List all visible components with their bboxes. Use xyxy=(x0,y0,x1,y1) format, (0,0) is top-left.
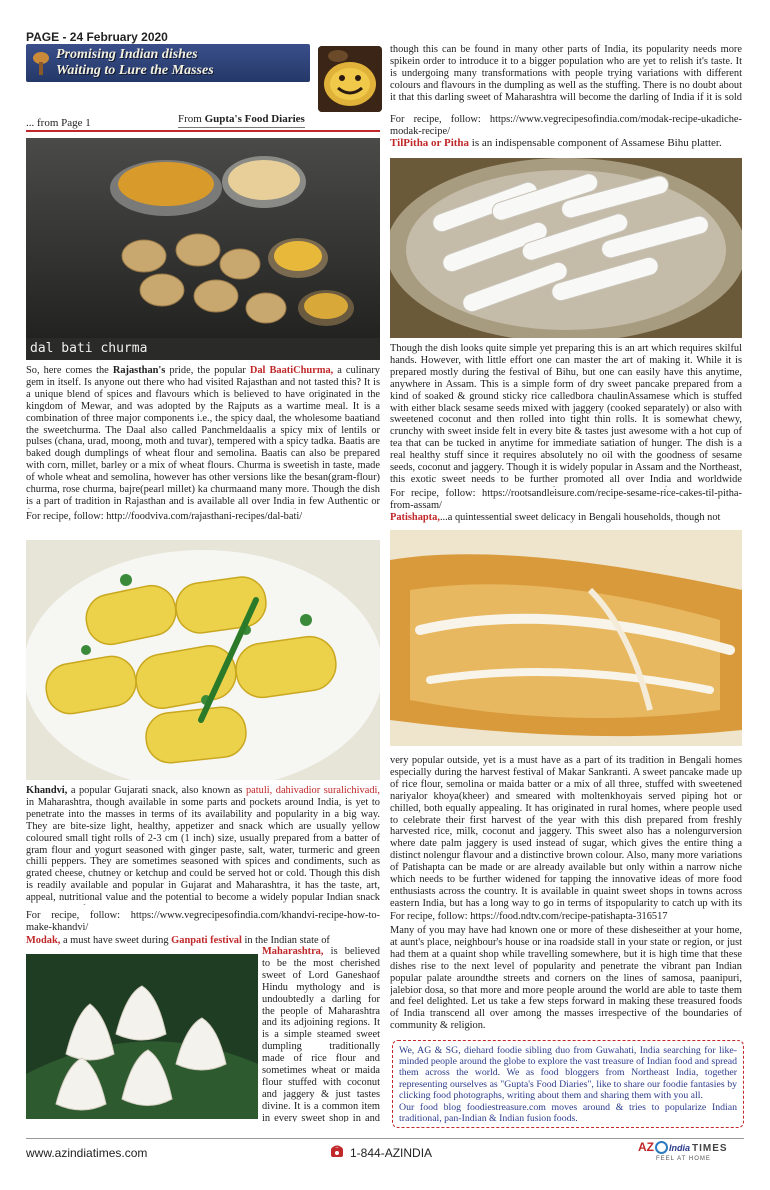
dal-bati-churma-image xyxy=(26,138,380,360)
closing-paragraph: Many of you may have had known one or more of these disheseither at your home, at aunt's place, neighbour's house or ina roadside stall in your state or region, or just had them at a quaint shop while travelling somewhere, but it is high time that these dishes rise to the next level of popularity and penetrate the vibrant pan Indian popular palate aroundthe streets and corners on the lines of samosa, paanipuri, jalebior dosa, so that more and more people around the world are able to taste them and feel delighted. Let us take a few steps forward in making these treasured foods of India transcend all over among the masses irrespective of the boundaries of community & religion. xyxy=(390,925,742,1032)
tilpitha-paragraph: Though the dish looks quite simple yet preparing this is an art which requires skilful hands. However, with little effort one can master the art of making it. While it is prepared mostly during the festival of Bihu, but one can easily have this anytime, anywhere in Assam. This is a simple form of dry sweet pancake prepared from a kind of soaked & ground sticky rice calledbora chaulinAssamese which is stuffed with either black sesame seeds mixed with jaggery (cooked separately) or also with sweetened coconut and then rolled into tight thin rolls. It is somewhat chewy, crunchy with sweet inside felt in every bite & tastes just awesome with a hot cup of tea that can be tucked in anytime for immediate satiation of hunger. The dish is a real healthy stuff since it requires absolutely no oil with the goodness of sesame seeds, coconut and jaggery. Though it is widely popular in Assam and the Northeast, this exotic sweet needs to be further promoted all over India and worldwide xyxy=(390,343,742,485)
author-bio-text: We, AG & SG, diehard foodie sibling duo from Guwahati, India searching for like-minded people around the globe to explore the vast treasure of Indian food and spread them across the world. We as food bloggers from Northeast India, together representing ourselves as "Gupta's Food Diaries", like to share our foodie fantasies by clicking food photographs, writing about them and sharing them with you all. xyxy=(399,1045,737,1101)
tilpitha-intro-line: TilPitha or Pitha is an indispensable component of Assamese Bihu platter. xyxy=(390,138,722,149)
smiley-bowl-image xyxy=(318,46,382,112)
spice-spoon-icon xyxy=(30,50,52,76)
headline-line-1: Promising Indian dishes xyxy=(56,47,198,62)
patishapta-image xyxy=(390,530,742,746)
headline-banner xyxy=(26,44,310,82)
headline-line-2: Waiting to Lure the Masses xyxy=(56,63,214,78)
modak-paragraph-continued: though this can be found in many other parts of India, its popularity needs more spikein order to introduce it to a bigger population who are yet to relish it's taste. It is undergoing many transformations with people trying variations with different colours and flavours in the dumpling as well as the stuffing. There is no doubt about it that this darling sweet of Maharashtra will become the darling of India if it is sold xyxy=(390,44,742,103)
dal-bati-recipe-link[interactable]: For recipe, follow: http://foodviva.com/rajasthani-recipes/dal-bati/ xyxy=(26,511,303,522)
modak-intro-line: Modak, a must have sweet during Ganpati festival in the Indian state of xyxy=(26,935,330,946)
dal-bati-paragraph: So, here comes the Rajasthan's pride, the popular Dal BaatiChurma, a culinary gem in itself. Is anyone out there who had visited Rajasthan and not tasted this? It is a unique blend of spices and flavours which is believed to have originated in the kingdom of Mewar, and was adopted by the Rajputs as a wartime meal. It is a combination of three major components i.e., the spicy daal, the wholesome baatiand the sweetchurma. The Daal also called Panchmeldaalis a spicy mix of lentils or pulses (chana, urad, moong, moth and tuvar), tempered with a spicy tadka. Baatis are baked dough dumplings of wheat flour and semolina. Baatis can also be prepared with corn, millet, barley or a mix of wheat flours. Churma is sweetish in taste, made of whole wheat and semolina, however has other versions like the besan(gram-flour) churma, rose churma, bajre(pearl millet) ka churmaand many more. Though the dish is a part of tradition in Rajasthan and is available all over India in few Authentic or xyxy=(26,365,380,507)
phone-icon xyxy=(330,1144,344,1158)
phone-number: 1-844-AZINDIA xyxy=(350,1146,433,1160)
food-blog-text: Our food blog foodiestreasure.com moves around & tries to popularize Indian traditional, pan-Indian & Indian fusion foods. xyxy=(399,1102,737,1125)
byline: From Gupta's Food Diaries xyxy=(178,113,305,128)
tilpitha-recipe-link[interactable]: For recipe, follow: https://rootsandleisure.com/recipe-sesame-rice-cakes-til-pitha-from-assam/ xyxy=(390,488,742,511)
khandvi-image xyxy=(26,540,380,780)
az-india-times-logo: AZ India TIMES FEEL AT HOME xyxy=(638,1140,728,1162)
globe-icon xyxy=(655,1141,668,1154)
til-pitha-image xyxy=(390,158,742,338)
from-page-label: ... from Page 1 xyxy=(26,117,91,129)
footer-rule xyxy=(26,1138,744,1139)
modak-image xyxy=(26,954,258,1119)
khandvi-recipe-link[interactable]: For recipe, follow: https://www.vegrecipesofindia.com/khandvi-recipe-how-to-make-khandvi/ xyxy=(26,910,380,933)
patishapta-recipe-link[interactable]: For recipe, follow: https://food.ndtv.com/recipe-patishapta-316517 xyxy=(390,911,668,922)
modak-recipe-link[interactable]: For recipe, follow: https://www.vegrecipesofindia.com/modak-recipe-ukadiche-modak-recipe/ xyxy=(390,114,742,137)
patishapta-intro-line: Patishapta,...a quintessential sweet delicacy in Bengali households, though not xyxy=(390,512,721,523)
khandvi-paragraph: Khandvi, a popular Gujarati snack, also known as patuli, dahivadior suralichivadi, in Maharashtra, though available in some parts and pockets around India, is yet to penetrate into the masses in terms of its availability and popularity in a big way. They are bite-size light, healthy, appetizer and snack which are usually yellow coloured small tight rolls of 2-3 cm (1 inch) size, usually prepared from a batter of gram flour and yogurt seasoned with ginger paste, salt, water, turmeric and green chilli peppers. They are sometimes seasoned with spices and condiments, such as grated cheese, chutney or ketchup and could be served hot or cold. Though this dish is readily available and popular in Gujarat and Maharashtra, it has the taste, art, appeal, nutritional value and the potential to become a widely popular Indian snack xyxy=(26,785,380,904)
page-label: PAGE - 24 February 2020 xyxy=(26,30,168,44)
left-column-rule xyxy=(26,130,380,132)
image-caption: dal bati churma xyxy=(30,341,148,356)
website-link[interactable]: www.azindiatimes.com xyxy=(26,1146,148,1160)
patishapta-paragraph: very popular outside, yet is a must have as a part of its tradition in Bengali homes especially during the harvest festival of Makar Sankranti. A sweet pancake made up of rice flour, semolina or maida batter or a mix of all three, stuffed with sweetened nariyalor khoya(kheer) and smeared with moltenkhoyais served piping hot or chilled, both equally appealing. It has originated in rural homes, where people used to celebrate their first harvest of the year with this dish prepared from freshly harvested rice, milk, coconut and jaggery. This sweet also has a nolengurversion where date palm jaggery is used instead of sugar, which gives the entire thing a distinct nolengur flavour and a distinctive brown colour. Also, many more variations of Patishapta can be made or are already available but only within a narrow niche which needs to be further widened for tapping the innovative ideas of more food enthusiasts across the country. It is available in quaint sweet shops in towns across eastern India, but has a long way to go in terms of itspopularity to catch up with its xyxy=(390,755,742,909)
modak-paragraph: Maharashtra, is believed to be the most cherished sweet of Lord Ganeshaof Hindu mythology and is undoubtedly a darling for the people of Maharashtra and its adjoining regions. It is a simple steamed sweet dumpling traditionally made of rice flour and sometimes wheat or maida flour stuffed with coconut and jaggery & just tastes divine. It is a common item in every sweet shop in and xyxy=(262,946,380,1122)
author-bio-box xyxy=(392,1040,744,1128)
